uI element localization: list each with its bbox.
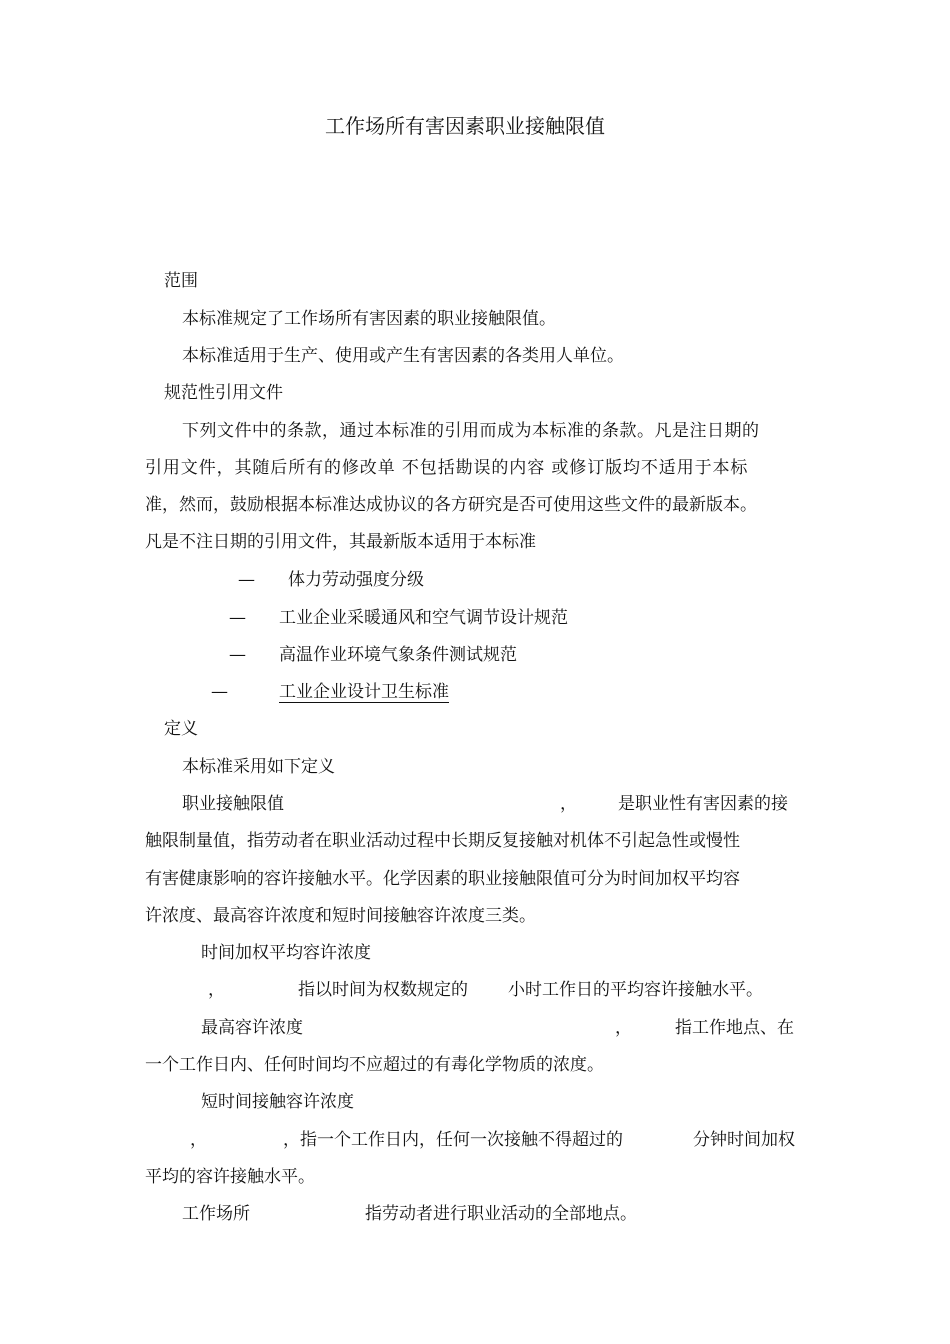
- definition-text: 是职业性有害因素的接: [618, 794, 788, 814]
- reference-item-dash: —: [238, 570, 255, 590]
- definitions-intro: 本标准采用如下定义: [182, 757, 335, 777]
- references-paragraph-line: 凡是不注日期的引用文件，其最新版本适用于本标准: [145, 532, 536, 552]
- definition-term-workplace: 工作场所: [182, 1204, 250, 1224]
- definition-text: 指以时间为权数规定的: [298, 980, 468, 1000]
- definition-text: 有害健康影响的容许接触水平。化学因素的职业接触限值可分为时间加权平均容: [145, 869, 740, 889]
- definition-term-mac: 最高容许浓度: [201, 1018, 303, 1038]
- reference-item-dash: —: [211, 682, 228, 702]
- reference-item-dash: —: [229, 645, 246, 665]
- definition-text: 分钟时间加权: [693, 1130, 795, 1150]
- references-paragraph-line: 准，然而，鼓励根据本标准达成协议的各方研究是否可使用这些文件的最新版本。: [145, 495, 757, 515]
- references-paragraph-line: 引用文件，其随后所有的修改单 不包括勘误的内容 或修订版均不适用于本标: [145, 458, 749, 478]
- definition-comma: ，: [208, 980, 225, 1000]
- definition-text: 指劳动者进行职业活动的全部地点。: [365, 1204, 637, 1224]
- definition-term-oel: 职业接触限值: [182, 794, 284, 814]
- definition-comma: ，: [615, 1018, 632, 1038]
- definition-text: ，指一个工作日内，任何一次接触不得超过的: [283, 1130, 623, 1150]
- definition-text: 触限制量值，指劳动者在职业活动过程中长期反复接触对机体不引起急性或慢性: [145, 831, 740, 851]
- section-heading-scope: 范围: [164, 271, 198, 291]
- definition-text: 平均的容许接触水平。: [145, 1167, 315, 1187]
- definition-text: 许浓度、最高容许浓度和短时间接触容许浓度三类。: [145, 906, 536, 926]
- definition-text: 指工作地点、在: [675, 1018, 794, 1038]
- definition-term-twa: 时间加权平均容许浓度: [201, 943, 371, 963]
- page-title: 工作场所有害因素职业接触限值: [325, 114, 605, 138]
- reference-item: 高温作业环境气象条件测试规范: [279, 645, 517, 665]
- section-heading-references: 规范性引用文件: [164, 383, 283, 403]
- section-heading-definitions: 定义: [164, 719, 198, 739]
- reference-item-dash: —: [229, 608, 246, 628]
- scope-paragraph-1: 本标准规定了工作场所有害因素的职业接触限值。: [182, 309, 556, 329]
- definition-comma: ，: [190, 1130, 207, 1150]
- reference-item: 体力劳动强度分级: [288, 570, 424, 590]
- definition-text: 一个工作日内、任何时间均不应超过的有毒化学物质的浓度。: [145, 1055, 604, 1075]
- reference-item: 工业企业采暖通风和空气调节设计规范: [279, 608, 568, 628]
- definition-text: 小时工作日的平均容许接触水平。: [508, 980, 763, 1000]
- references-paragraph-line: 下列文件中的条款，通过本标准的引用而成为本标准的条款。凡是注日期的: [182, 421, 760, 441]
- reference-item: 工业企业设计卫生标准: [279, 682, 449, 702]
- definition-comma: ，: [560, 794, 577, 814]
- definition-term-stel: 短时间接触容许浓度: [201, 1092, 354, 1112]
- scope-paragraph-2: 本标准适用于生产、使用或产生有害因素的各类用人单位。: [182, 346, 624, 366]
